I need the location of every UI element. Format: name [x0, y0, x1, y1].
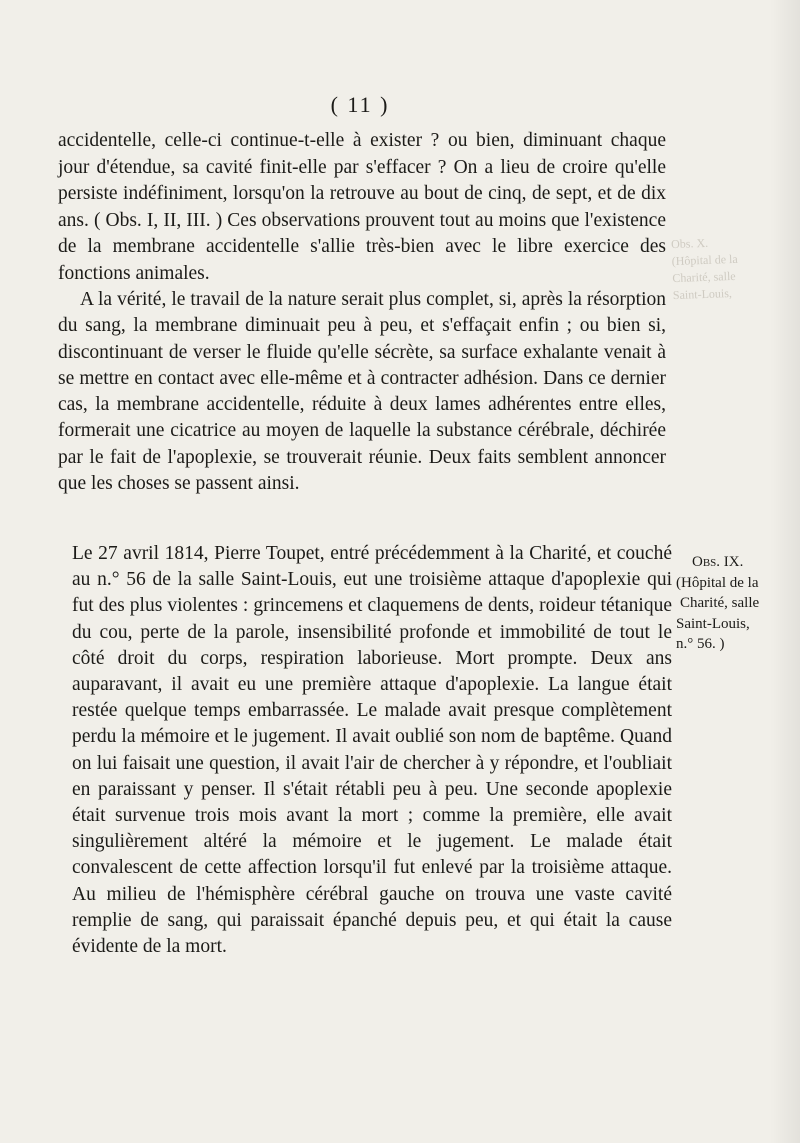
margin-note-line: n.° 56. ) [676, 636, 725, 652]
bleed-through-line: Saint-Louis, [672, 286, 733, 303]
margin-note-line: (Hôpital de la [676, 574, 759, 591]
margin-note-line: Saint-Louis, [676, 615, 750, 632]
margin-note-title: Obs. IX. [692, 554, 744, 570]
bleed-through-line: Charité, salle [672, 268, 736, 286]
paragraph-3: Le 27 avril 1814, Pierre Toupet, entré précédemment à la Charité, et couché au n.° 56 de la salle Saint-Louis, eut une troisième attaque d'apoplexie qui fut des plus violentes : grincemens et claquemens de dents, roideur tétanique du cou, perte de la parole, insensibilité profonde et immobilité de tout le côté droit du corps, respiration laborieuse. Mort prompte. Deux ans auparavant, il avait eu une première attaque d'apoplexie. La langue était restée quelque temps embarrassée. Le malade avait presque complètement perdu la mémoire et le jugement. Il avait oublié son nom de baptême. Quand on lui faisait une question, il avait l'air de chercher à y répondre, et l'oubliait en paraissant y penser. Il s'était rétabli peu à peu. Une seconde apoplexie était survenue trois mois avant la mort ; comme la première, elle avait singulièrement altéré la mémoire et le jugement. Le malade était convalescent de cette affection lorsqu'il fut enlevé par la troisième attaque. Au milieu de l'hémisphère cérébral gauche on trouva une vaste cavité remplie de sang, qui paraissait épanché depuis peu, et qui était la cause évidente de la mort. [72, 543, 672, 958]
page-number: ( 11 ) [330, 92, 390, 117]
bleed-through-line: (Hôpital de la [671, 251, 738, 269]
page-edge-shadow [770, 0, 800, 1143]
paragraph-1: accidentelle, celle-ci continue-t-elle à exister ? ou bien, diminuant chaque jour d'étendue, sa cavité finit-elle par s'effacer ? On a lieu de croire qu'elle persiste indéfiniment, lorsqu'on la retrouve au bout de cinq, de sept, et de dix ans. ( Obs. I, II, III. ) Ces observations prouvent tout au moins que l'existence de la membrane accidentelle s'allie très-bien avec le libre exercice des fonctions animales. [58, 130, 666, 284]
bleed-through-line: Obs. X. [670, 235, 709, 252]
margin-note-line: Charité, salle [680, 595, 760, 611]
paragraph-2: A la vérité, le travail de la nature serait plus complet, si, après la résorption du sang, la membrane diminuait peu à peu, et s'effaçait enfin ; ou bien si, discontinuant de verser le fluide qu'elle sécrète, sa surface exhalante venait à se mettre en contact avec elle-même et à contracter adhésion. Dans ce dernier cas, la membrane accidentelle, réduite à deux lames adhérentes entre elles, formerait une cicatrice au moyen de laquelle la substance cérébrale, déchirée par le fait de l'apoplexie, se trouverait réunie. Deux faits semblent annoncer que les choses se passent ainsi. [58, 289, 666, 495]
